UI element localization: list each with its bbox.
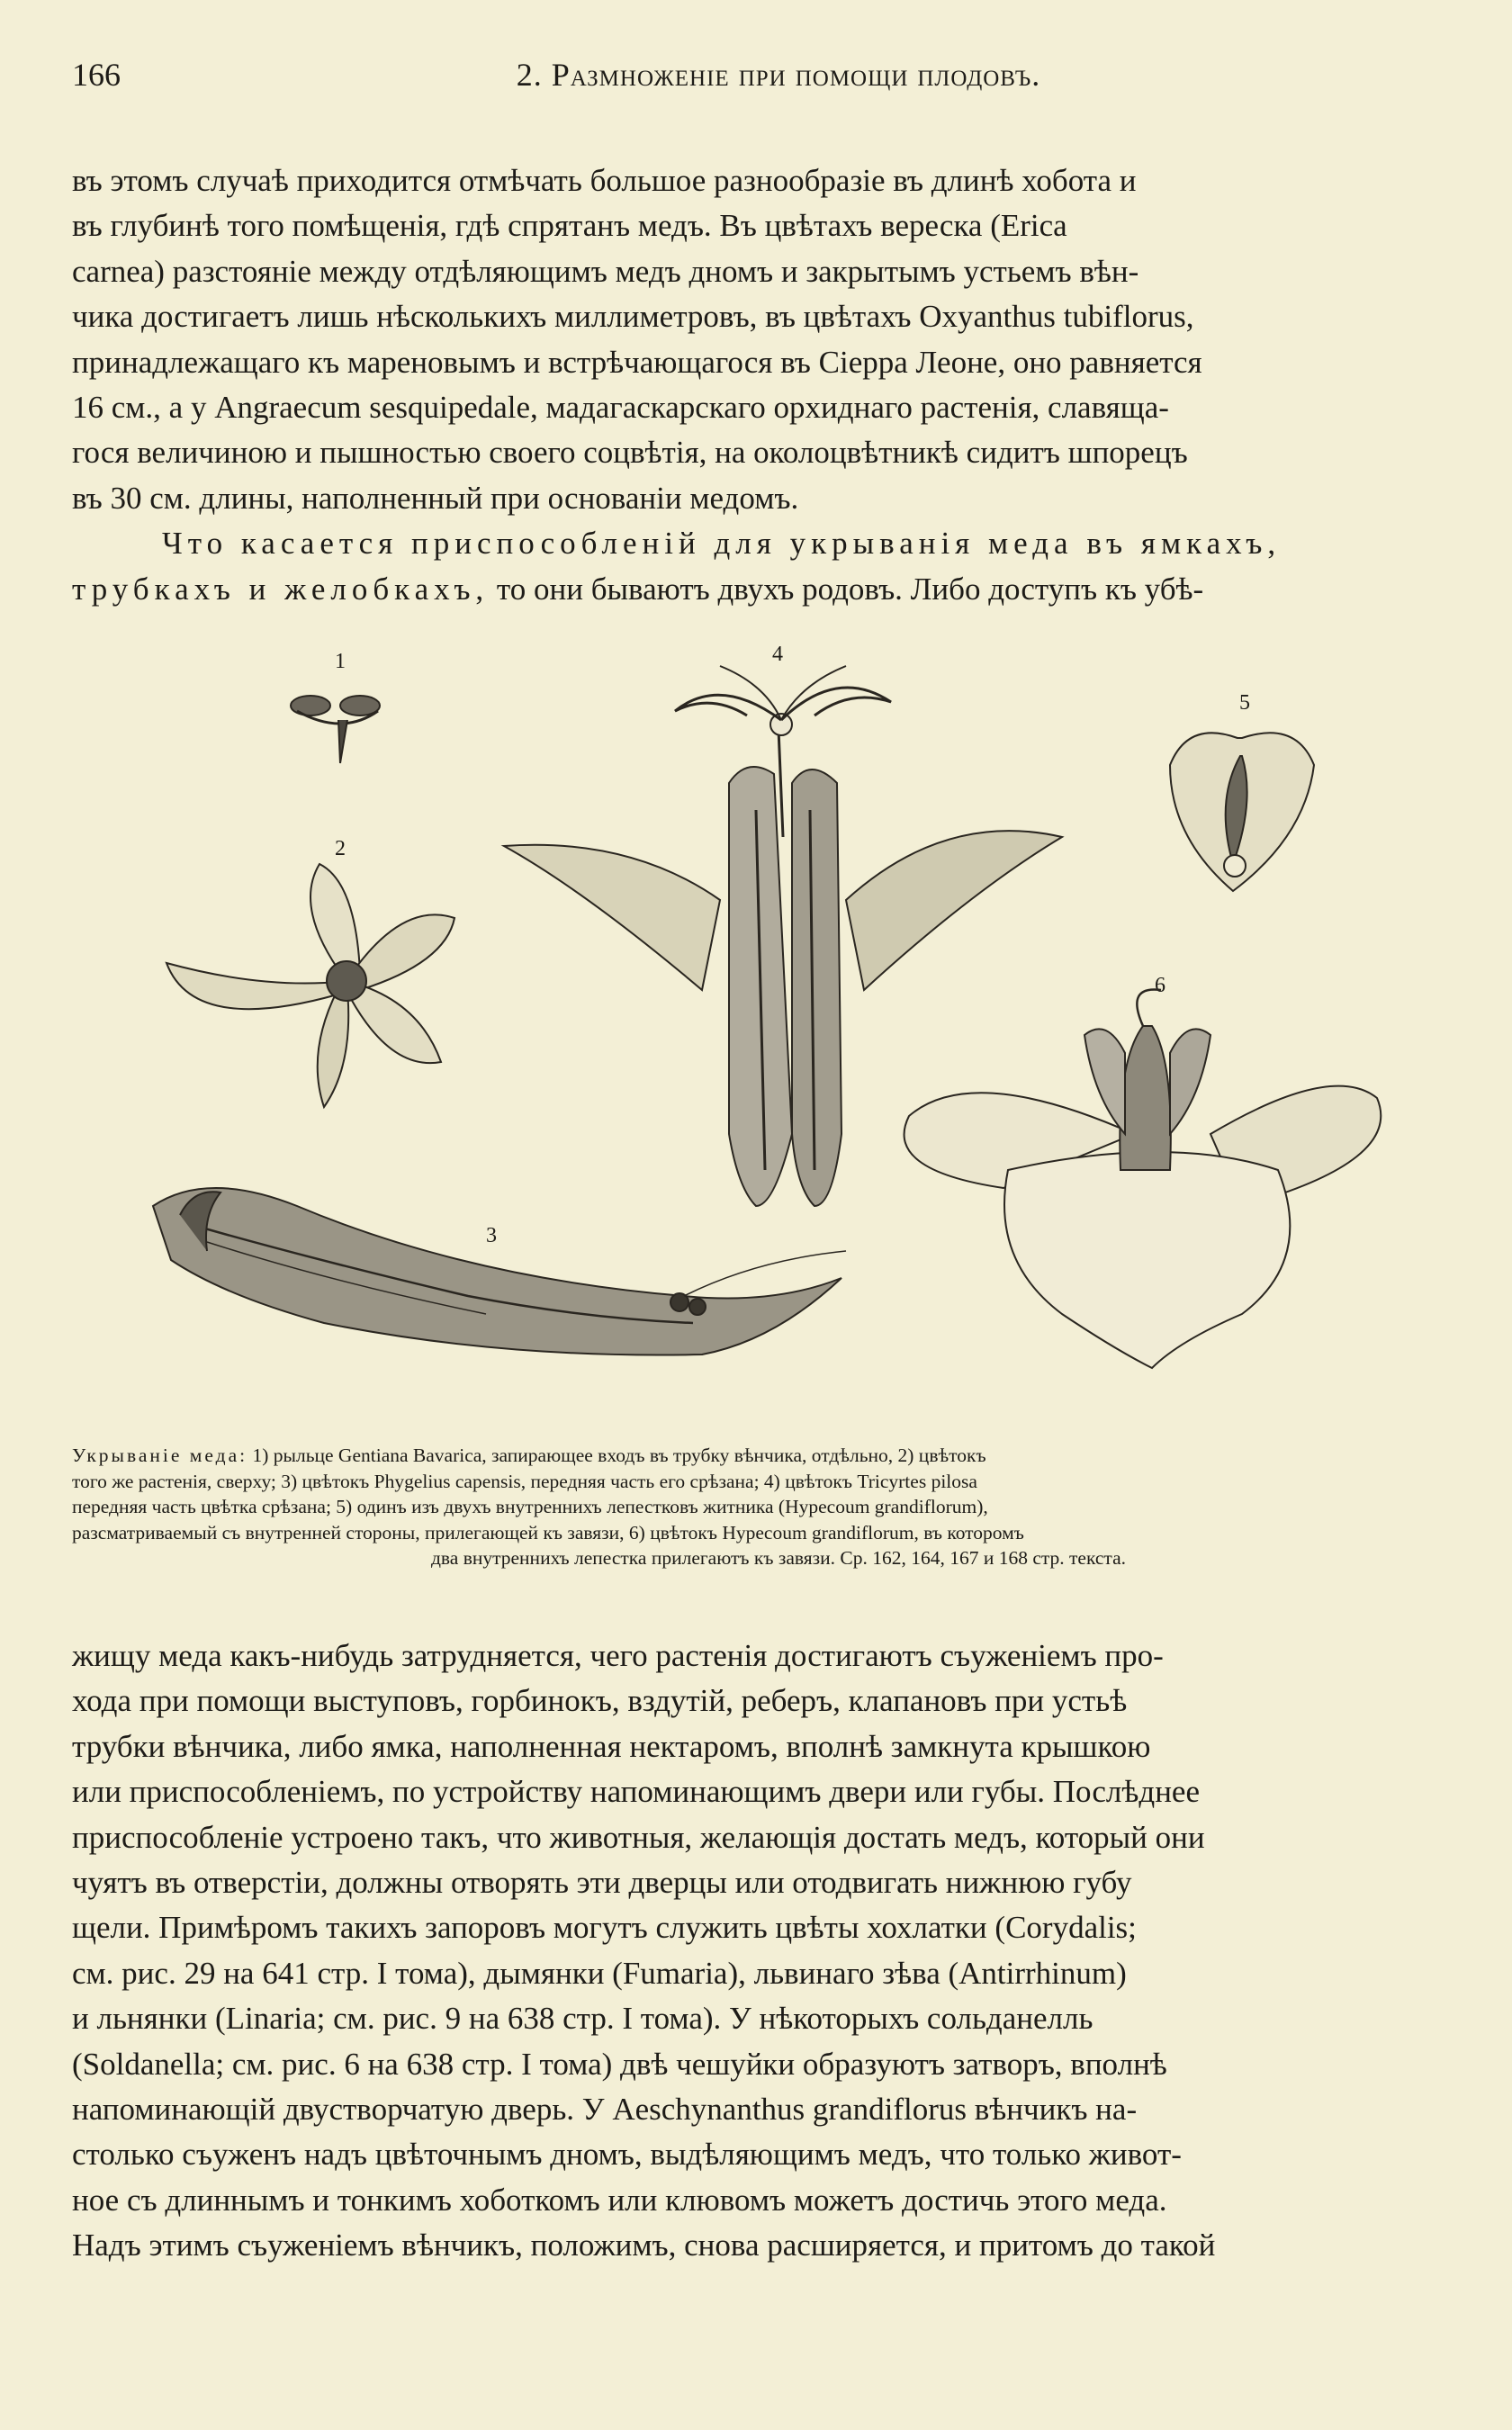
bottom-paragraph-line: и льнянки (Linaria; см. рис. 9 на 638 стр. I тома). У нѣкоторыхъ сольданелль	[72, 2001, 1094, 2037]
top-paragraph-line: чика достигаетъ лишь нѣсколькихъ миллиметровъ, въ цвѣтахъ Oxyanthus tubiflorus,	[72, 299, 1194, 335]
caption-lead: Укрываніе меда:	[72, 1444, 248, 1466]
top-paragraph-line: carnea) разстояніе между отдѣляющимъ медъ дномъ и закрытымъ устьемъ вѣн-	[72, 253, 1139, 289]
figure-label-5: 5	[1239, 691, 1250, 715]
bottom-paragraph-line: трубки вѣнчика, либо ямка, наполненная нектаромъ, вполнѣ замкнута крышкою	[72, 1728, 1151, 1764]
top-paragraph-line: гося величиною и пышностью своего соцвѣтія, на околоцвѣтникѣ сидитъ шпорецъ	[72, 435, 1188, 471]
bottom-paragraph-line: Надъ этимъ съуженіемъ вѣнчикъ, положимъ, снова расширяется, и притомъ до такой	[72, 2228, 1216, 2264]
hypecoum-petal-drawing	[1170, 733, 1314, 891]
figure-label-1: 1	[335, 650, 346, 673]
caption-line-4: разсматриваемый съ внутренней стороны, прилегающей къ завязи, 6) цвѣтокъ Hypecoum grandiflorum, въ которомъ	[72, 1521, 1024, 1544]
flower-illustrations	[0, 630, 1512, 1440]
bottom-paragraph-line: (Soldanella; см. рис. 6 на 638 стр. I тома) двѣ чешуйки образуютъ затворъ, вполнѣ	[72, 2046, 1167, 2082]
engraving-figure	[0, 630, 1512, 1440]
caption-line-5: два внутреннихъ лепестка прилегаютъ къ завязи. Ср. 162, 164, 167 и 168 стр. текста.	[430, 1547, 1127, 1569]
paragraph-two	[72, 521, 1485, 612]
top-paragraph-line: 16 см., а у Angraecum sesquipedale, мадагаскарскаго орхиднаго растенія, славяща-	[72, 390, 1169, 426]
top-paragraph-line: въ глубинѣ того помѣщенія, гдѣ спрятанъ медъ. Въ цвѣтахъ вереска (Erica	[72, 208, 1067, 244]
bottom-paragraph-line: щели. Примѣромъ такихъ запоровъ могутъ служить цвѣты хохлатки (Corydalis;	[72, 1910, 1137, 1946]
caption-line-3: передняя часть цвѣтка срѣзана; 5) одинъ изъ двухъ внутреннихъ лепестковъ житника (Hypecoum grandiflorum),	[72, 1496, 988, 1517]
bottom-paragraph-line: жищу меда какъ-нибудь затрудняется, чего растенія достигаютъ съуженіемъ про-	[72, 1638, 1164, 1673]
gentiana-stigma-drawing	[291, 696, 380, 763]
spaced-emphasis-1: Что касается приспособленій для укрыванія меда въ ямкахъ,	[162, 526, 1282, 562]
body-text-top	[72, 158, 1485, 612]
phygelius-flower-drawing	[153, 1188, 846, 1355]
body-text-bottom	[72, 1634, 1485, 2269]
paragraph-two-rest: то они бываютъ двухъ родовъ. Либо доступъ къ убѣ-	[489, 571, 1204, 607]
page-number: 166	[72, 57, 121, 93]
running-title: 2. Размноженіе при помощи плодовъ.	[516, 57, 1041, 93]
bottom-paragraph-line: или приспособленіемъ, по устройству напоминающимъ двери или губы. Послѣднее	[72, 1774, 1200, 1810]
bottom-paragraph-line: приспособленіе устроено такъ, что животныя, желающія достать медъ, который они	[72, 1819, 1205, 1855]
page-header	[72, 56, 1485, 101]
caption-line-2: того же растенія, сверху; 3) цвѣтокъ Phygelius capensis, передняя часть его срѣзана; 4) цвѣтокъ Tricyrtes pilosa	[72, 1470, 977, 1492]
figure-label-2: 2	[335, 837, 346, 860]
caption-line-1: 1) рыльце Gentiana Bavarica, запирающее входъ въ трубку вѣнчика, отдѣльно, 2) цвѣтокъ	[248, 1444, 986, 1466]
paragraph-three	[72, 1634, 1485, 2269]
bottom-paragraph-line: столько съуженъ надъ цвѣточнымъ дномъ, выдѣляющимъ медъ, что только живот-	[72, 2137, 1182, 2173]
paragraph-continued	[72, 158, 1485, 521]
figure-label-6: 6	[1155, 974, 1166, 997]
figure-label-4: 4	[772, 643, 783, 666]
top-paragraph-line: въ 30 см. длины, наполненный при основаніи медомъ.	[72, 480, 799, 516]
figure-label-3: 3	[486, 1224, 497, 1247]
hypecoum-flower-drawing	[904, 990, 1382, 1369]
top-paragraph-line: въ этомъ случаѣ приходится отмѣчать большое разнообразіе въ длинѣ хобота и	[72, 163, 1137, 198]
bottom-paragraph-line: см. рис. 29 на 641 стр. I тома), дымянки (Fumaria), львинаго зѣва (Antirrhinum)	[72, 1955, 1127, 1991]
spaced-emphasis-2: трубкахъ и желобкахъ,	[72, 571, 490, 607]
top-paragraph-line: принадлежащаго къ мареновымъ и встрѣчающагося въ Сіерра Леоне, оно равняется	[72, 344, 1202, 380]
gentiana-flower-drawing	[166, 864, 454, 1107]
figure-caption	[72, 1443, 1485, 1571]
bottom-paragraph-line: чуятъ въ отверстіи, должны отворять эти дверцы или отодвигать нижнюю губу	[72, 1865, 1132, 1901]
bottom-paragraph-line: хода при помощи выступовъ, горбинокъ, вздутій, реберъ, клапановъ при устьѣ	[72, 1683, 1128, 1719]
bottom-paragraph-line: ное съ длиннымъ и тонкимъ хоботкомъ или клювомъ можетъ достичь этого меда.	[72, 2182, 1167, 2218]
bottom-paragraph-line: напоминающій двустворчатую дверь. У Aeschynanthus grandiflorus вѣнчикъ на-	[72, 2092, 1138, 2128]
